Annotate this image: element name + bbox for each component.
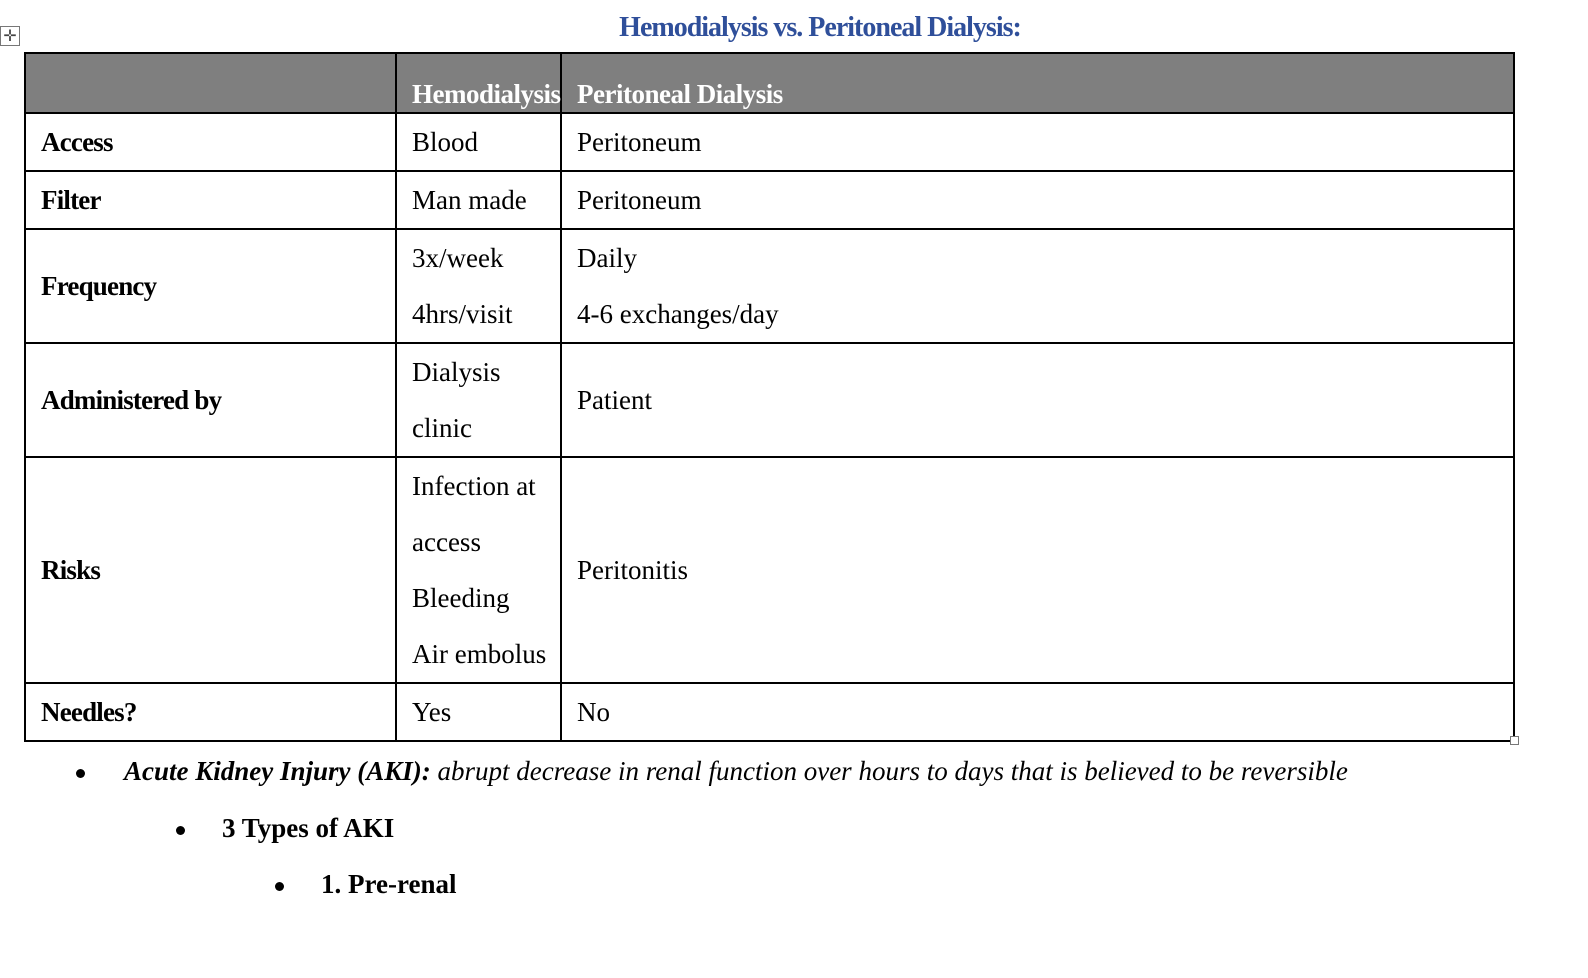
cell-line: 3x/week <box>412 243 504 273</box>
row-label: Filter <box>25 171 396 229</box>
cell-line: Blood <box>412 127 479 157</box>
cell-peri <box>561 171 1514 229</box>
cell-line: Patient <box>577 385 652 415</box>
comparison-table <box>24 52 1515 742</box>
cell-line: 4hrs/visit <box>412 299 513 329</box>
cell-line: Yes <box>412 697 452 727</box>
cell-line: Peritoneum <box>577 127 702 157</box>
header-blank <box>25 53 396 113</box>
aki-definition: abrupt decrease in renal function over hours to days that is believed to be reversible <box>430 756 1348 786</box>
cell-line: Daily <box>577 243 637 273</box>
bullet-dot-icon <box>176 826 185 835</box>
cell-line: Dialysis <box>412 357 501 387</box>
table-resize-handle[interactable] <box>1510 736 1519 745</box>
table-row <box>25 343 1514 457</box>
header-hemodialysis: Hemodialysis <box>396 53 561 113</box>
cell-hemo <box>396 229 561 343</box>
list-item-aki <box>124 756 1348 787</box>
cell-line: Infection at <box>412 471 536 501</box>
row-label: Access <box>25 113 396 171</box>
cell-line: No <box>577 697 610 727</box>
cell-line: Bleeding <box>412 583 510 613</box>
table-row <box>25 457 1514 683</box>
table-row <box>25 171 1514 229</box>
cell-peri <box>561 457 1514 683</box>
cell-line: Peritonitis <box>577 555 689 585</box>
bullet-dot-icon <box>275 882 284 891</box>
cell-line: Peritoneum <box>577 185 702 215</box>
cell-line: access <box>412 527 481 557</box>
list-item-types-heading: 3 Types of AKI <box>222 813 395 843</box>
bullet-dot-icon <box>76 769 85 778</box>
cell-peri <box>561 113 1514 171</box>
cell-line: clinic <box>412 413 472 443</box>
row-label: Administered by <box>25 343 396 457</box>
cell-hemo <box>396 683 561 741</box>
row-label: Needles? <box>25 683 396 741</box>
row-label: Frequency <box>25 229 396 343</box>
table-row <box>25 113 1514 171</box>
table-move-handle-icon[interactable]: ✛ <box>0 26 20 46</box>
cell-hemo <box>396 113 561 171</box>
header-peritoneal-dialysis: Peritoneal Dialysis <box>561 53 1514 113</box>
cell-peri <box>561 229 1514 343</box>
cell-line: Air embolus <box>412 639 547 669</box>
cell-peri <box>561 343 1514 457</box>
row-label: Risks <box>25 457 396 683</box>
table-row <box>25 229 1514 343</box>
cell-line: 4-6 exchanges/day <box>577 299 779 329</box>
cell-line: Man made <box>412 185 527 215</box>
page-title: Hemodialysis vs. Peritoneal Dialysis: <box>619 12 1021 43</box>
table-header-row <box>25 53 1514 113</box>
list-item-pre-renal: 1. Pre-renal <box>321 869 457 899</box>
cell-hemo <box>396 457 561 683</box>
table-row <box>25 683 1514 741</box>
cell-hemo <box>396 343 561 457</box>
cell-peri <box>561 683 1514 741</box>
aki-term: Acute Kidney Injury (AKI): <box>124 756 431 786</box>
cell-hemo <box>396 171 561 229</box>
